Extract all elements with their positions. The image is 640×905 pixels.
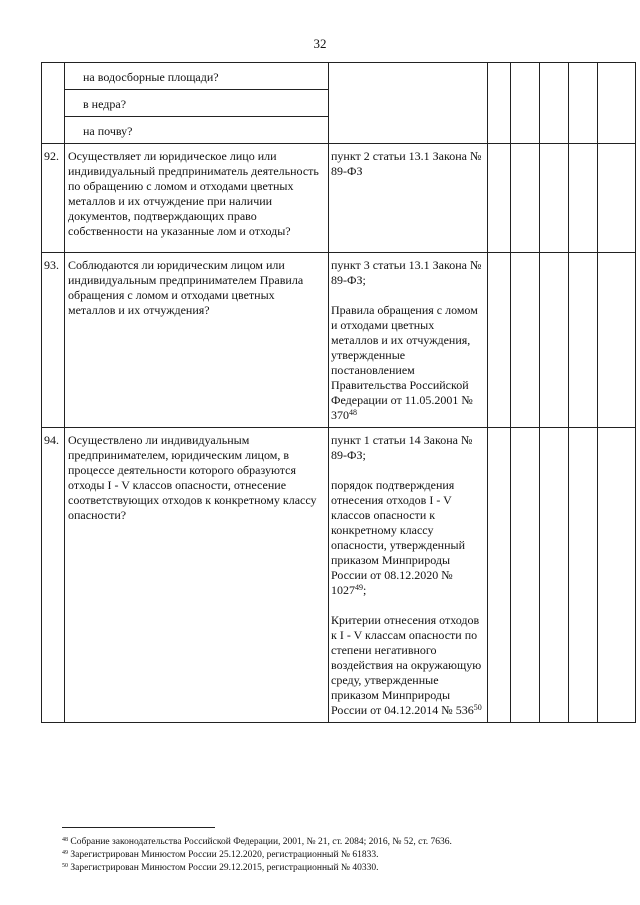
footnote-marker: 50 — [473, 703, 482, 712]
legal-reference-cell — [329, 144, 488, 253]
notes-cell — [598, 144, 636, 253]
answer-yes-cell — [488, 63, 511, 144]
answer-na-cell — [540, 428, 569, 723]
notes-cell — [598, 253, 636, 428]
row-number: 94. — [42, 428, 65, 723]
answer-na-cell — [540, 63, 569, 144]
page-number: 32 — [313, 36, 327, 51]
sub-question: на почву? — [65, 117, 329, 144]
legal-reference: порядок подтверждения отнесения отходов I - V классов опасности к конкретному классу опасности, утвержденный приказом Минприроды России от 08.12.2020 № 1027$^{49}$; — [331, 478, 466, 597]
checklist-table — [41, 62, 636, 723]
legal-reference: пункт 1 статьи 14 Закона № 89-ФЗ; — [331, 433, 473, 462]
legal-reference-cell — [329, 253, 488, 428]
question-text: Осуществляет ли юридическое лицо или индивидуальный предприниматель деятельность по обращению с ломом и отходами цветных металлов и их отчуждение при наличии документов, подтверждающих право собственности на указанные лом и отходы? — [65, 144, 329, 253]
answer-no-cell — [511, 428, 540, 723]
legal-reference-cell — [329, 63, 488, 144]
answer-extra-cell — [569, 63, 598, 144]
answer-no-cell — [511, 253, 540, 428]
footnote: $^{49}$ Зарегистрирован Минюстом России 25.12.2020, регистрационный № 61833. — [62, 850, 379, 860]
legal-reference: пункт 2 статьи 13.1 Закона № 89-ФЗ — [331, 149, 482, 178]
legal-reference-cell — [329, 428, 488, 723]
sub-question: в недра? — [65, 90, 329, 117]
legal-reference: Правила обращения с ломом и отходами цветных металлов и их отчуждения, утвержденные постановлением Правительства Российской Федерации от 11.05.2001 № $370^{48}$ — [331, 303, 478, 422]
answer-no-cell — [511, 63, 540, 144]
table-row — [42, 63, 636, 90]
legal-reference: пункт 3 статьи 13.1 Закона № 89-ФЗ; — [331, 258, 482, 287]
sub-question: на водосборные площади? — [65, 63, 329, 90]
notes-cell — [598, 428, 636, 723]
answer-extra-cell — [569, 253, 598, 428]
row-number: 93. — [42, 253, 65, 428]
footnote: $^{48}$ Собрание законодательства Российской Федерации, 2001, № 21, ст. 2084; 2016, № 52, ст. 7636. — [62, 837, 452, 847]
footnote-separator — [62, 827, 215, 828]
answer-na-cell — [540, 253, 569, 428]
footnote-marker: 49 — [355, 583, 363, 592]
footnote-marker: 48 — [349, 408, 357, 417]
answer-yes-cell — [488, 428, 511, 723]
question-text: Соблюдаются ли юридическим лицом или индивидуальным предпринимателем Правила обращения с ломом и отходами цветных металлов и их отчуждения? — [65, 253, 329, 428]
row-number-cell — [42, 63, 65, 144]
table-row — [42, 253, 636, 428]
legal-reference: Критерии отнесения отходов к I - V классам опасности по степени негативного воздействия на окружающую среду, утвержденные приказом Минприроды России от 04.12.2014 № $536^{50}$ — [331, 613, 482, 717]
footnote: $^{50}$ Зарегистрирован Минюстом России 29.12.2015, регистрационный № 40330. — [62, 863, 379, 873]
answer-extra-cell — [569, 144, 598, 253]
table-row — [42, 144, 636, 253]
answer-na-cell — [540, 144, 569, 253]
notes-cell — [598, 63, 636, 144]
answer-no-cell — [511, 144, 540, 253]
row-number: 92. — [42, 144, 65, 253]
table-row — [42, 428, 636, 723]
answer-yes-cell — [488, 253, 511, 428]
answer-yes-cell — [488, 144, 511, 253]
footnotes — [62, 836, 622, 875]
answer-extra-cell — [569, 428, 598, 723]
question-text: Осуществлено ли индивидуальным предпринимателем, юридическим лицом, в процессе деятельности которого образуются отходы I - V классов опасности, отнесение соответствующих отходов к конкретному классу опасности? — [65, 428, 329, 723]
